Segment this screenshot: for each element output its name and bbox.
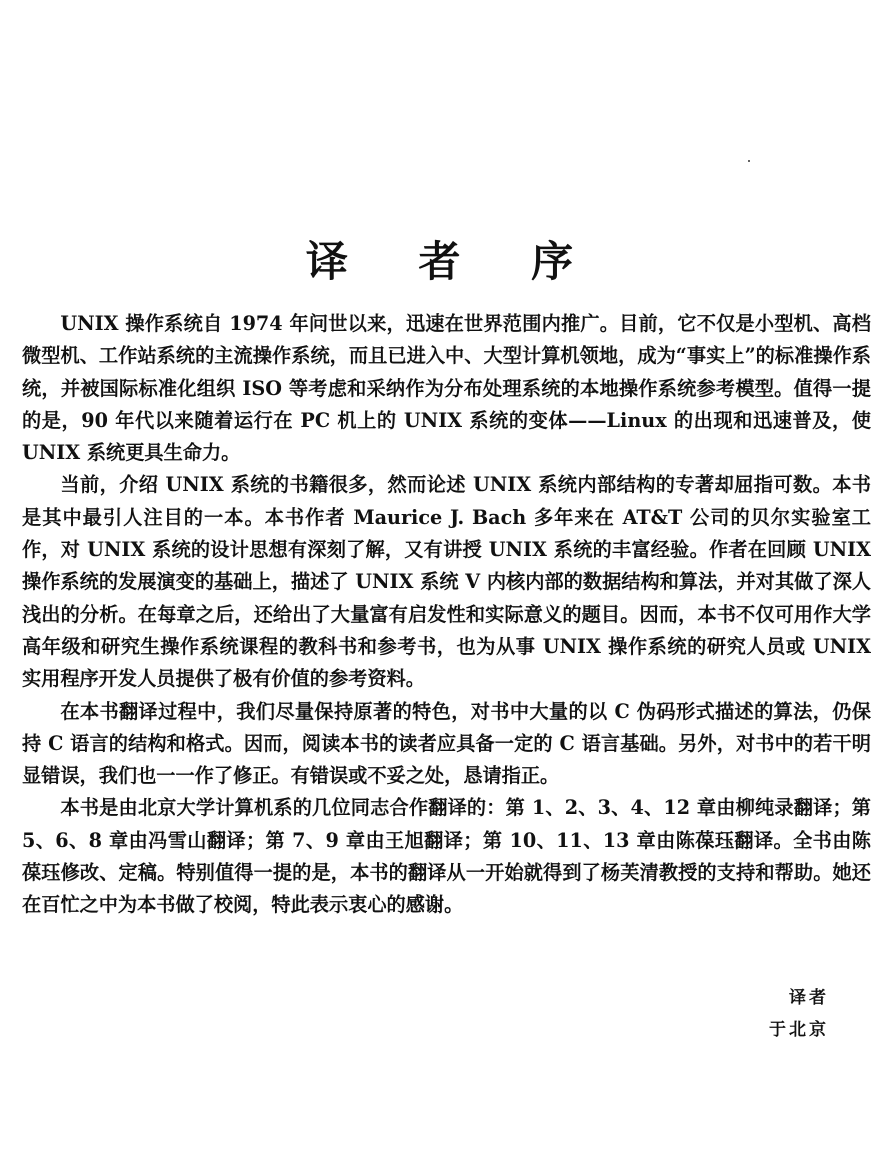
- signature-place: 于北京: [769, 1020, 829, 1040]
- signature-block: [769, 982, 829, 1046]
- preface-body: [22, 308, 871, 922]
- paragraph-2: 当前，介绍 UNIX 系统的书籍很多，然而论述 UNIX 系统内部结构的专著却屈指可数。本书是其中最引人注目的一本。本书作者 Maurice J. Bach 多年来在 AT&T 公司的贝尔实验室工作，对 UNIX 系统的设计思想有深刻了解，又有讲授 UNIX 系统的丰富经验。作者在回顾 UNIX 操作系统的发展演变的基础上，描述了 UNIX 系统 V 内核内部的数据结构和算法，并对其做了深人浅出的分析。在每章之后，还给出了大量富有启发性和实际意义的题目。因而，本书不仅可用作大学高年级和研究生操作系统课程的教科书和参考书，也为从事 UNIX 操作系统的研究人员或 UNIX 实用程序开发人员提供了极有价值的参考资料。: [22, 473, 871, 691]
- signature-author: 译者: [789, 988, 829, 1008]
- page-title: 译 者 序: [305, 237, 602, 286]
- scan-speck: [748, 160, 750, 162]
- paragraph-3: 在本书翻译过程中，我们尽量保持原著的特色，对书中大量的以 C 伪码形式描述的算法，仍保持 C 语言的结构和格式。因而，阅读本书的读者应具备一定的 C 语言基础。另外，对书中的若干明显错误，我们也一一作了修正。有错误或不妥之处，恳请指正。: [22, 699, 871, 788]
- paragraph-1: UNIX 操作系统自 1974 年问世以来，迅速在世界范围内推广。目前，它不仅是小型机、高档微型机、工作站系统的主流操作系统，而且已进入中、大型计算机领地，成为“事实上”的标准操作系统，并被国际标准化组织 ISO 等考虑和采纳作为分布处理系统的本地操作系统参考模型。值得一提的是，90 年代以来随着运行在 PC 机上的 UNIX 系统的变体——Linux 的出现和迅速普及，使 UNIX 系统更具生命力。: [22, 312, 871, 465]
- paragraph-4: 本书是由北京大学计算机系的几位同志合作翻译的：第 1、2、3、4、12 章由柳纯录翻译；第 5、6、8 章由冯雪山翻译；第 7、9 章由王旭翻译；第 10、11、13 章由陈葆珏翻译。全书由陈葆珏修改、定稿。特别值得一提的是，本书的翻译从一开始就得到了杨芙清教授的支持和帮助。她还在百忙之中为本书做了校阅，特此表示衷心的感谢。: [22, 796, 871, 917]
